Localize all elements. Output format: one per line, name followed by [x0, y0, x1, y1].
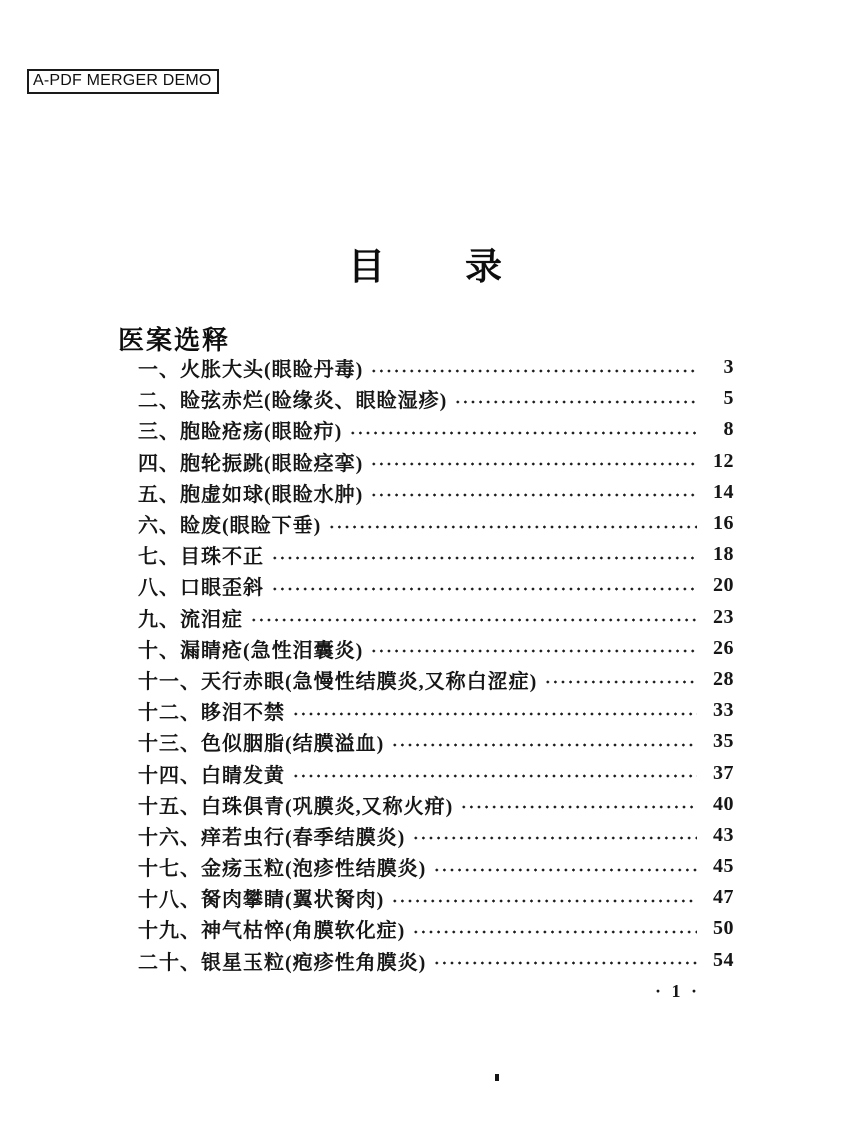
toc-entry — [138, 851, 734, 882]
toc-entry-label: 八、口眼歪斜 — [138, 577, 264, 600]
toc-entry — [138, 477, 734, 508]
toc-entry-page: 54 — [713, 948, 734, 971]
dotted-leader — [349, 428, 697, 438]
watermark-box — [27, 69, 219, 94]
dotted-leader — [433, 958, 697, 968]
toc-entry-label: 一、火胀大头(眼睑丹毒) — [138, 359, 364, 382]
toc-entry-label: 二十、银星玉粒(疱疹性角膜炎) — [138, 951, 427, 974]
toc-entry-page: 16 — [713, 512, 734, 535]
toc-entry-page: 23 — [713, 605, 734, 628]
toc-entry — [138, 882, 734, 913]
toc-entry — [138, 446, 734, 477]
toc-entry — [138, 820, 734, 851]
toc-entry-label: 三、胞睑疮疡(眼睑疖) — [138, 421, 343, 444]
toc-entry — [138, 352, 734, 383]
toc-entry-label: 十五、白珠俱青(巩膜炎,又称火疳) — [138, 795, 454, 818]
toc-entry-label: 十、漏睛疮(急性泪囊炎) — [138, 639, 364, 662]
toc-entry-page: 47 — [713, 886, 734, 909]
dotted-leader — [391, 740, 697, 750]
toc-entry — [138, 913, 734, 944]
dotted-leader — [328, 522, 697, 532]
document-title: 目 录 — [348, 247, 504, 288]
toc-list — [138, 352, 734, 976]
toc-entry — [138, 789, 734, 820]
toc-entry-label: 十三、色似胭脂(结膜溢血) — [138, 733, 385, 756]
dotted-leader — [433, 865, 697, 875]
toc-entry-label: 七、目珠不正 — [138, 546, 264, 569]
toc-entry-label: 九、流泪症 — [138, 608, 243, 631]
toc-entry-label: 十二、眵泪不禁 — [138, 702, 285, 725]
toc-entry — [138, 757, 734, 788]
section-heading: 医案选释 — [118, 326, 231, 355]
toc-entry-page: 50 — [713, 917, 734, 940]
toc-entry-page: 12 — [713, 449, 734, 472]
toc-entry-page: 28 — [713, 667, 734, 690]
toc-entry-label: 六、睑废(眼睑下垂) — [138, 515, 322, 538]
toc-entry — [138, 570, 734, 601]
toc-entry-page: 8 — [723, 418, 734, 441]
toc-entry-page: 40 — [713, 792, 734, 815]
dotted-leader — [292, 771, 697, 781]
toc-entry-page: 18 — [713, 543, 734, 566]
toc-entry-page: 26 — [713, 636, 734, 659]
dotted-leader — [544, 677, 697, 687]
toc-entry — [138, 664, 734, 695]
dotted-leader — [412, 927, 697, 937]
toc-entry-label: 十一、天行赤眼(急慢性结膜炎,又称白涩症) — [138, 670, 538, 693]
toc-entry-page: 20 — [713, 574, 734, 597]
toc-entry — [138, 508, 734, 539]
toc-entry-page: 3 — [723, 356, 734, 379]
toc-entry-page: 43 — [713, 823, 734, 846]
toc-entry-page: 37 — [713, 761, 734, 784]
toc-entry-label: 十八、胬肉攀睛(翼状胬肉) — [138, 889, 385, 912]
dotted-leader — [460, 802, 697, 812]
toc-entry-label: 二、睑弦赤烂(睑缘炎、眼睑湿疹) — [138, 390, 448, 413]
toc-entry-page: 5 — [723, 387, 734, 410]
watermark-text: A-PDF MERGER DEMO — [33, 72, 212, 89]
dotted-leader — [412, 833, 697, 843]
toc-entry-page: 35 — [713, 730, 734, 753]
dotted-leader — [370, 490, 697, 500]
dotted-leader — [370, 459, 697, 469]
dotted-leader — [271, 553, 697, 563]
toc-entry — [138, 726, 734, 757]
toc-entry — [138, 945, 734, 976]
dotted-leader — [292, 709, 697, 719]
toc-entry-label: 四、胞轮振跳(眼睑痉挛) — [138, 452, 364, 475]
toc-entry-page: 45 — [713, 855, 734, 878]
toc-entry-page: 14 — [713, 480, 734, 503]
dotted-leader — [391, 896, 697, 906]
dotted-leader — [454, 397, 697, 407]
dotted-leader — [271, 584, 697, 594]
toc-entry — [138, 414, 734, 445]
dotted-leader — [370, 646, 697, 656]
toc-entry-label: 五、胞虚如球(眼睑水肿) — [138, 483, 364, 506]
scan-speck — [495, 1074, 499, 1081]
toc-entry-page: 33 — [713, 699, 734, 722]
toc-entry — [138, 633, 734, 664]
toc-entry — [138, 695, 734, 726]
toc-entry-label: 十四、白睛发黄 — [138, 764, 285, 787]
toc-entry — [138, 383, 734, 414]
toc-entry — [138, 602, 734, 633]
dotted-leader — [370, 366, 697, 376]
footer-page-number: · 1 · — [654, 981, 700, 1001]
toc-entry-label: 十七、金疡玉粒(泡疹性结膜炎) — [138, 858, 427, 881]
dotted-leader — [250, 615, 697, 625]
toc-entry — [138, 539, 734, 570]
toc-entry-label: 十九、神气枯悴(角膜软化症) — [138, 920, 406, 943]
toc-entry-label: 十六、痒若虫行(春季结膜炎) — [138, 826, 406, 849]
